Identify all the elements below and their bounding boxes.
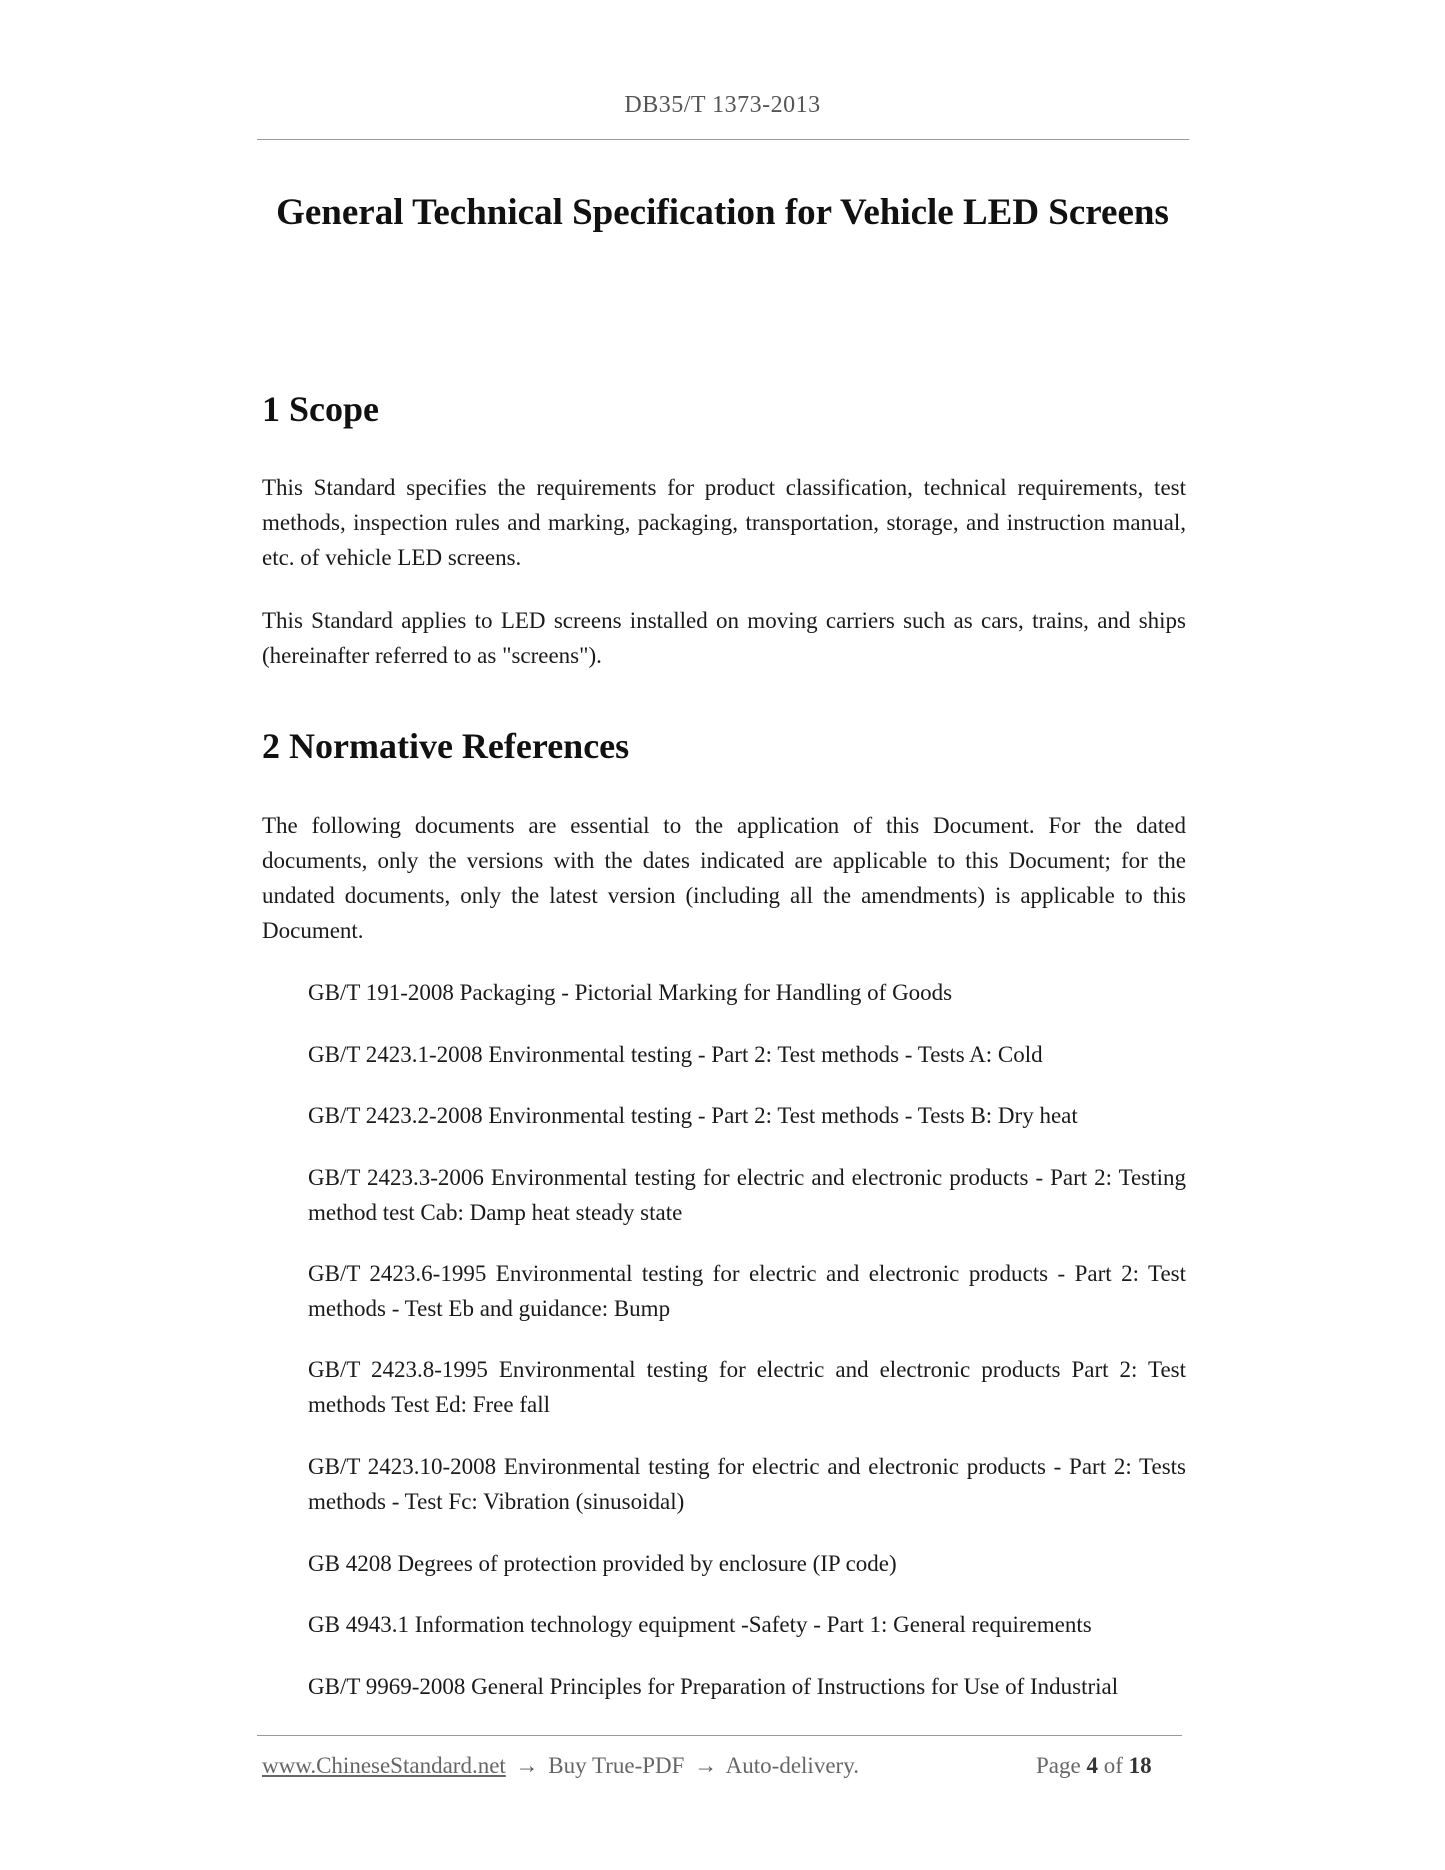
header-code: DB35/T 1373-2013 (624, 92, 821, 118)
section-heading-scope: 1 Scope (262, 389, 379, 429)
page-total: 18 (1128, 1753, 1152, 1778)
header-divider (257, 139, 1189, 140)
reference-item: GB/T 2423.10-2008 Environmental testing for electric and electronic products - Part 2: Tests methods - Test Fc: Vibration (sinusoidal) (308, 1454, 1186, 1514)
normative-intro-paragraph: The following documents are essential to the application of this Document. For the dated documents, only the versions with the dates indicated are applicable to this Document; for the undated documents, only the latest version (including all the amendments) is applicable to this Document. (262, 813, 1186, 943)
reference-item: GB/T 191-2008 Packaging - Pictorial Marking for Handling of Goods (308, 980, 953, 1005)
reference-item: GB/T 2423.1-2008 Environmental testing - Part 2: Test methods - Tests A: Cold (308, 1042, 1043, 1067)
page-number: 4 (1086, 1753, 1098, 1778)
footer-promo (262, 1753, 859, 1779)
footer-divider (257, 1735, 1182, 1736)
reference-item: GB/T 2423.2-2008 Environmental testing - Part 2: Test methods - Tests B: Dry heat (308, 1103, 1078, 1128)
arrow-right-icon: → (515, 1753, 539, 1778)
reference-item: GB 4943.1 Information technology equipment -Safety - Part 1: General requirements (308, 1612, 1092, 1637)
website-link[interactable]: www.ChineseStandard.net (262, 1753, 506, 1778)
reference-item: GB/T 2423.3-2006 Environmental testing for electric and electronic products - Part 2: Testing method test Cab: Damp heat steady state (308, 1165, 1186, 1225)
scope-paragraph-2: This Standard applies to LED screens installed on moving carriers such as cars, trains, and ships (hereinafter referred to as "screens"). (262, 608, 1186, 668)
of-label: of (1103, 1753, 1123, 1778)
reference-item: GB/T 2423.6-1995 Environmental testing for electric and electronic products - Part 2: Test methods - Test Eb and guidance: Bump (308, 1261, 1186, 1321)
section-heading-normative-references: 2 Normative References (262, 726, 630, 766)
page-label: Page (1036, 1753, 1081, 1778)
buy-pdf-text: Buy True-PDF (548, 1753, 685, 1778)
reference-item: GB/T 2423.8-1995 Environmental testing for electric and electronic products Part 2: Test methods Test Ed: Free fall (308, 1357, 1186, 1417)
page-indicator (1036, 1753, 1152, 1779)
auto-delivery-text: Auto-delivery. (725, 1753, 859, 1778)
scope-paragraph-1: This Standard specifies the requirements for product classification, technical requirements, test methods, inspection rules and marking, packaging, transportation, storage, and instruction manual, etc. of vehicle LED screens. (262, 475, 1186, 570)
reference-item: GB 4208 Degrees of protection provided by enclosure (IP code) (308, 1551, 897, 1576)
reference-item: GB/T 9969-2008 General Principles for Preparation of Instructions for Use of Industrial (308, 1674, 1119, 1699)
document-title: General Technical Specification for Vehicle LED Screens (276, 192, 1169, 233)
arrow-right-icon: → (694, 1753, 718, 1778)
